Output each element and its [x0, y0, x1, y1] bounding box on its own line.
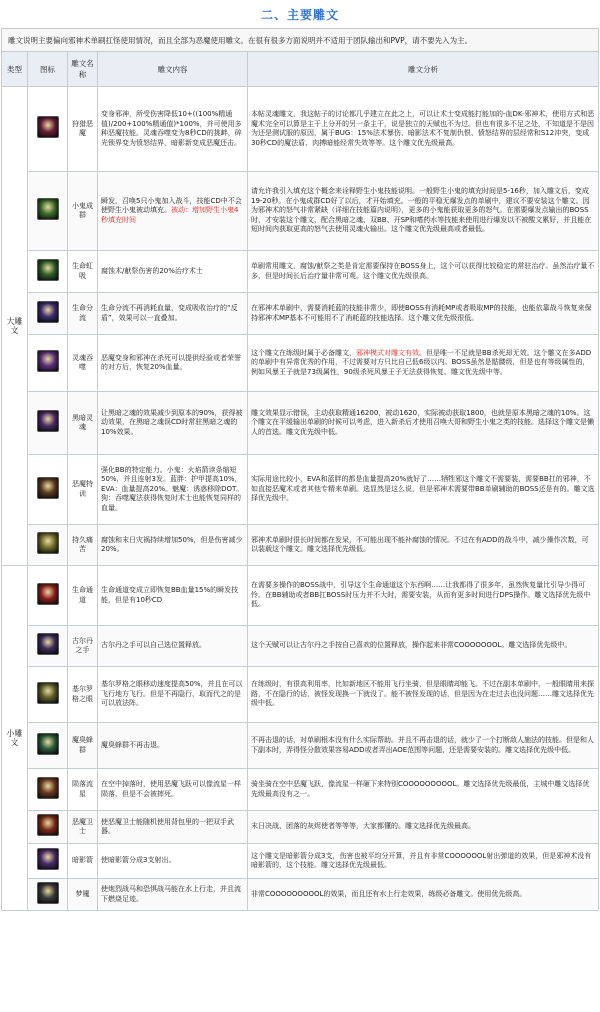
- glyph-analysis-text: 在练级时，有很高利用率，比如新地区不能用飞行坐骑，但是眼睛却能飞。不过在副本单刷中，一般眼睛用来探路，不在隐行的话，被怪发现换一下就没了。能不被怪发现的话，但是因为在走过去也没问题……雕文选择优先级中低。: [251, 680, 594, 708]
- intro-text: 雕文说明主要偏向邪神术单刷扛怪使用情况，而且全部为恶魔使用雕文。在很有很多方面说明并不适用于团队输出和PVP，请不要先入为主。: [1, 28, 599, 51]
- table-row: [2, 455, 599, 525]
- glyph-content: [98, 293, 248, 335]
- glyph-name: 恶魔卫士: [68, 811, 98, 844]
- glyph-analysis-text: 邪神术单刷时很长时间都在发呆，不可能出现不能补腐蚀的情况。不过在有ADD的战斗中，减少操作次数，可以装载这个雕文。雕文选择优先级低。: [251, 535, 589, 553]
- glyph-icon: [37, 882, 59, 904]
- glyph-analysis: [248, 251, 599, 293]
- glyph-analysis: [248, 525, 599, 566]
- glyph-analysis: [248, 811, 599, 844]
- page: [1, 0, 599, 911]
- glyph-content: [98, 172, 248, 251]
- glyph-icon-cell: [28, 723, 68, 769]
- glyph-icon: [37, 532, 59, 554]
- glyph-icon: [37, 259, 59, 281]
- glyph-name: 魔臭蜂群: [68, 723, 98, 769]
- glyph-content: [98, 626, 248, 667]
- glyph-analysis-text: 非常COOOOOOOOOL的效果，而且还有水上行走效果，练级必备雕文。使用优先级高。: [251, 889, 527, 898]
- glyph-content: [98, 723, 248, 769]
- glyph-analysis: [248, 172, 599, 251]
- glyph-analysis-highlight: 邪神模式对雕文有效: [356, 348, 419, 357]
- glyph-content-text: 强化BB的特定能力。小鬼：火焰箭读条缩短50%，并且连射3发。蓝胖：护甲提高10%，EVA：血量提高20%。魅魔：诱惑移除DOT。狗：吞噬魔法获得恢复时术士也能恢复同样的血量。: [101, 465, 244, 512]
- glyph-icon-cell: [28, 392, 68, 455]
- glyph-icon: [37, 350, 59, 372]
- glyph-icon: [37, 477, 59, 499]
- glyph-name: 古尔丹之手: [68, 626, 98, 667]
- glyph-content-text: 魔臭蜂群不再击退。: [101, 740, 164, 749]
- glyph-analysis-text: 。但是唯一不足就是BB杀死却无效。这个雕文在多ADD的单刷中有异常优秀的作用，不过需要对方只比自己低6级以内。BOSS虽然是骷髅级，但是也有等级属性的，例如风暴王子就是73级属性，90级杀死风暴王子无法获得恢复。雕文优先级中等。: [251, 348, 592, 376]
- table-row: [2, 769, 599, 811]
- glyph-analysis: [248, 392, 599, 455]
- header-name: 雕文名称: [68, 52, 98, 87]
- glyph-table: [1, 51, 599, 911]
- glyph-analysis: [248, 723, 599, 769]
- glyph-analysis-text: 实际用途比较小，EVA和蓝胖的都是血量提高20%就好了……牺牲邪这个雕文不需要装，需要BB扛的邪神，不如直接恶魔术或者其他专精来单刷。选显然是这么说，但是邪神术需要带BB单刷辅助的BOSS还是有的。雕文选择优先级中。: [251, 475, 595, 503]
- glyph-content: [98, 251, 248, 293]
- table-row: [2, 566, 599, 626]
- glyph-name: 基尔罗格之眼: [68, 667, 98, 723]
- glyph-icon-cell: [28, 455, 68, 525]
- glyph-icon-cell: [28, 525, 68, 566]
- glyph-icon-cell: [28, 172, 68, 251]
- glyph-icon: [37, 682, 59, 704]
- glyph-name: 恶魔特训: [68, 455, 98, 525]
- table-row: [2, 525, 599, 566]
- glyph-icon-cell: [28, 87, 68, 172]
- table-row: [2, 392, 599, 455]
- table-row: [2, 879, 599, 911]
- table-header-row: [2, 52, 599, 87]
- glyph-content-text: 在空中掉落时，使用恶魔飞跃可以像流星一样陨落，但是不会被摔死。: [101, 780, 241, 798]
- glyph-content-highlight: 被动：增加野生小鬼4秒填充时间: [101, 206, 239, 224]
- glyph-content: [98, 525, 248, 566]
- glyph-content: [98, 392, 248, 455]
- glyph-icon-cell: [28, 667, 68, 723]
- glyph-content: [98, 566, 248, 626]
- glyph-icon-cell: [28, 811, 68, 844]
- glyph-content-text: 古尔丹之手可以自己选位置释放。: [101, 641, 206, 650]
- glyph-name: 小鬼成群: [68, 172, 98, 251]
- glyph-icon: [37, 814, 59, 836]
- glyph-content-text: 使炮烈战马和恐惧战马能在水上行走，并且流下燃烧足迹。: [101, 885, 241, 903]
- glyph-analysis-text: 这个雕文在练级时属于必备雕文，: [251, 348, 356, 357]
- glyph-content-text: 生命分流不再消耗血量，变成吸收治疗的“反盾”，效果可以一直叠加。: [101, 304, 238, 322]
- glyph-content: [98, 87, 248, 172]
- header-icon: 图标: [28, 52, 68, 87]
- header-analysis: 雕文分析: [248, 52, 599, 87]
- table-row: [2, 251, 599, 293]
- glyph-icon-cell: [28, 335, 68, 392]
- glyph-icon-cell: [28, 844, 68, 879]
- glyph-content: [98, 455, 248, 525]
- glyph-analysis: [248, 87, 599, 172]
- glyph-icon-cell: [28, 293, 68, 335]
- glyph-icon: [37, 116, 59, 138]
- glyph-icon-cell: [28, 251, 68, 293]
- table-row: [2, 293, 599, 335]
- header-content: 雕文内容: [98, 52, 248, 87]
- glyph-analysis: [248, 566, 599, 626]
- glyph-name: 梦魇: [68, 879, 98, 911]
- glyph-analysis: [248, 769, 599, 811]
- glyph-analysis-text: 这个雕文是暗影箭分成3支，伤害也被平均分开算，并且有非常COOOOOOL射出弹道的效果，但是邪神术没有暗影箭的，这个技能。雕文选择优先级最低。: [251, 851, 592, 869]
- glyph-content-text: 基尔罗格之眼移动速度提高50%，并且在可以飞行地方飞行。但是不再隐行，取而代之的是可以放法阵。: [101, 680, 243, 708]
- glyph-name: 暗影箭: [68, 844, 98, 879]
- glyph-content: [98, 811, 248, 844]
- glyph-icon-cell: [28, 626, 68, 667]
- glyph-analysis-text: 骑坐骑在空中恶魔飞跃，像流星一样砸下来特别COOOOOOOOOL。雕文选择优先级最低，主城中雕文选择优先级最高没有之一。: [251, 780, 590, 798]
- glyph-name: 陨落流星: [68, 769, 98, 811]
- glyph-name: 黑暗灵魂: [68, 392, 98, 455]
- glyph-analysis: [248, 667, 599, 723]
- glyph-content-text: 恶魔变身和邪神在杀死可以提供经验或者荣誉的对方后，恢复20%血量。: [101, 353, 241, 371]
- glyph-analysis: [248, 455, 599, 525]
- glyph-icon: [37, 733, 59, 755]
- glyph-content-text: 腐蚀和末日灾祸持续增加50%，但是伤害减少20%。: [101, 535, 243, 553]
- glyph-name: 生命分流: [68, 293, 98, 335]
- section-title: 二、主要雕文: [260, 7, 339, 22]
- glyph-analysis-text: 雕文效果显示错误，主动获取精通16200，被动1620，实际被动获取1800，也就是原本黑暗之魂的10%。这个雕文在平缓输出单刷的时候可以考虑，进入新杀后才使用召唤大哥和野生小鬼之类的技能。选择这个雕文是懒人的首选。雕文优先级中低。: [251, 408, 594, 436]
- glyph-analysis: [248, 879, 599, 911]
- glyph-name: 生命虹吸: [68, 251, 98, 293]
- table-row: [2, 667, 599, 723]
- glyph-content: [98, 667, 248, 723]
- glyph-analysis: [248, 626, 599, 667]
- glyph-analysis: [248, 293, 599, 335]
- glyph-icon: [37, 633, 59, 655]
- glyph-icon: [37, 848, 59, 870]
- glyph-analysis: [248, 844, 599, 879]
- table-row: [2, 723, 599, 769]
- table-row: [2, 626, 599, 667]
- glyph-analysis-text: 不再击退的话，对单刷根本没有什么实际帮助。并且不再击退的话，就少了一个打断敌人施法的技能。但是和人下副本时，弄得怪分散效果容易ADD或者弄出AOE范围等问题，还是需要安装的。雕文选择优先级中低。: [251, 736, 594, 754]
- table-row: [2, 335, 599, 392]
- glyph-analysis-text: 单刷常用雕文，腐蚀/献祭之类是肯定需要保持在BOSS身上，这个可以获得比较稳定的常驻治疗。虽然治疗量不多，但是时间长后治疗量非常可观。这个雕文优先级很高。: [251, 262, 595, 280]
- glyph-content: [98, 335, 248, 392]
- table-row: [2, 811, 599, 844]
- glyph-icon: [37, 198, 59, 220]
- glyph-name: 灵魂吞噬: [68, 335, 98, 392]
- glyph-icon-cell: [28, 566, 68, 626]
- glyph-name: 生命通道: [68, 566, 98, 626]
- table-row: [2, 87, 599, 172]
- category-minor: 小雕文: [2, 566, 28, 911]
- glyph-content-text: 使暗影箭分成3支射出。: [101, 856, 176, 865]
- glyph-content-text: 腐蚀术/献祭伤害的20%治疗术士: [101, 266, 203, 275]
- glyph-content-text: 变身邪神，所受伤害降低10+((100%精通值)/200+100%精通值)*100%，并可使用多种恶魔技能。灵魂吞噬变为8秒CD的挑衅，碎光锁界变为愤怒结界，暗影新变成恶魔还击。: [101, 110, 242, 147]
- glyph-analysis-text: 这个天赋可以让古尔丹之手按自己喜欢的位置释放，操作起来非常COOOOOOOL。雕文选择优先级中。: [251, 641, 572, 650]
- glyph-content: [98, 844, 248, 879]
- glyph-icon: [37, 301, 59, 323]
- category-major: 大雕文: [2, 87, 28, 566]
- glyph-icon: [37, 583, 59, 605]
- glyph-icon: [37, 410, 59, 432]
- table-row: [2, 172, 599, 251]
- glyph-analysis-text: 本帖灵魂雕文，我这帖子的讨论都几乎建立在此之上，可以让术士变成能打能加的-血DK-邪神术，使用方式和恶魔术完全可以算是主干上分开的另一条主干，说是独立的天赋也不为过。但也有很多不足之处，不知道是不是因为还是测试服的原因，属于BUG：15%法术暴伤、暗影法术不复制仇恨、愤怒结界的层经常和S12冲突，变成30秒CD的魔法盾、肉搏暗能经常失效等等。这个雕文优先级最高。: [251, 110, 595, 147]
- glyph-name: 持久痛苦: [68, 525, 98, 566]
- glyph-icon: [37, 777, 59, 799]
- glyph-analysis-text: 末日决战、团落的灰烬使者等等等，大家都懂的。雕文选择优先级最高。: [251, 822, 475, 831]
- glyph-content-text: 使恶魔卫士能随机使用背包里的一把双手武器。: [101, 817, 234, 835]
- glyph-content: [98, 769, 248, 811]
- table-row: [2, 844, 599, 879]
- glyph-analysis-text: 请允许我引入填充这个概念来诠释野生小鬼技能说明。一般野生小鬼的填充时间是5-16秒，加入雕文后，变成19-20秒。在小鬼成群CD好了以后，才开始填充。一般的平稳无爆发点的单刷中，建议不要安装这个雕文。因为邪神术的怒气非常紧缺（详细在技能篇内说明），更多的小鬼能获取更多的怒气。在需要爆发点输出的BOSS时，才安装这个雕文，配合黑暗之魂、双BB、开SP和嗜药水等技能来使用进行爆发以不被酸文累好，并且能在短时间内获取更高的怒气去使用灵魂火输出。这个雕文优先级最高或者最低。: [251, 187, 592, 234]
- glyph-icon-cell: [28, 879, 68, 911]
- glyph-content-text: 生命通道变成立即恢复BB血量15%的瞬发技能，但是有10秒CD: [101, 586, 239, 604]
- glyph-icon-cell: [28, 769, 68, 811]
- glyph-content-text: 让黑暗之魂的效果减少到原本的90%，获得被动效果，在黑暗之魂误CD时常驻黑暗之魂的10%效果。: [101, 408, 243, 436]
- glyph-analysis-text: 在邪神术单刷中，需要消耗蓝的技能非常少，即使BOSS有消耗MP或者吸取MP的技能，也能依靠战斗恢复来保持邪神术MP基本不可能用不了消耗蓝的技能选择。这个雕文优先级很低。: [251, 304, 592, 322]
- glyph-analysis: [248, 335, 599, 392]
- glyph-content-text: 瞬发，召唤5只小鬼加入战斗，技能CD中不会使野生小鬼被动填充。: [101, 196, 242, 215]
- glyph-name: 狩猎恶魔: [68, 87, 98, 172]
- header-type: 类型: [2, 52, 28, 87]
- glyph-analysis-text: 在需要多操作的BOSS战中，引导这个生命通道这个东西啊……让我都得了很多年，虽然恢复量比引导少得可怜。在BB辅助或者BB扛BOSS时压力并不大时，需要安装，从而有更多时间进行DPS操作。雕文选择优先级中低。: [251, 581, 591, 609]
- glyph-content: [98, 879, 248, 911]
